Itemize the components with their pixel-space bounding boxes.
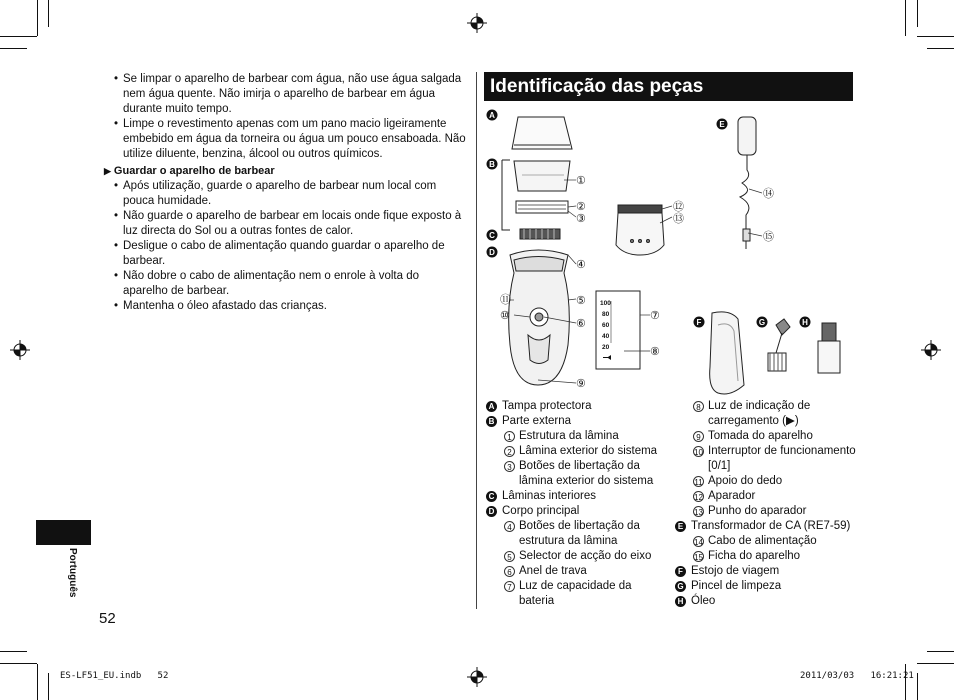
svg-text:E: E [719,120,725,129]
registration-mark-icon [921,340,941,360]
legend-right [675,399,865,609]
marker-2: ② [576,201,586,213]
oil-bottle-illustration [822,323,836,341]
crop-mark [37,0,38,36]
marker-9: ⑨ [576,378,586,390]
list-item: • Não dobre o cabo de alimentação nem o enrole à volta do aparelho de barbear. [114,269,466,299]
registration-mark-icon [467,13,487,33]
footer-date: 2011/03/03 16:21:21 [800,671,914,681]
legend-item [675,474,865,489]
legend-text: Luz de capacidade da [519,580,632,592]
letter-marker: F [675,566,686,577]
storage-subheading [104,164,466,179]
svg-text:G: G [758,318,766,327]
letter-marker: B [486,416,497,427]
marker-11: ⑪ [500,294,511,306]
legend-item [675,399,865,414]
crop-mark [0,36,37,37]
legend-text: Punho do aparador [708,505,807,517]
crop-mark [905,664,906,700]
letter-marker: E [675,521,686,532]
legend-text: Lâmina exterior do sistema [519,445,658,457]
cleaning-brush-illustration [776,319,790,335]
list-item: • Desligue o cabo de alimentação quando guardar o aparelho de barbear. [114,239,466,269]
subheading-text: Guardar o aparelho de barbear [113,165,275,177]
number-marker: 8 [693,401,704,412]
list-item: • Após utilização, guarde o aparelho de barbear num local com pouca humidade. [114,179,466,209]
marker-f [694,317,705,328]
legend-text: Pincel de limpeza [691,580,782,592]
list-item: • Limpe o revestimento apenas com um pano macio ligeiramente embebido em água da torneira ou água um pouco ensaboada. Não utilize diluente, benzina, álcool ou outros químicos. [114,117,466,162]
language-tab [36,520,91,545]
triangle-right-icon: ▶ [104,166,111,176]
legend-item [675,579,865,594]
marker-10: ⑩ [500,310,510,322]
crop-mark [917,673,918,700]
legend-text: Botões de libertação da [519,520,640,532]
protective-cap-illustration [512,117,572,149]
crop-mark [0,663,37,664]
legend-text: Parte externa [502,415,572,427]
number-marker: 13 [694,508,703,517]
marker-1: ① [576,175,586,187]
section-title: Identificação das peças [484,72,853,101]
number-marker: 2 [504,446,515,457]
crop-mark [917,663,954,664]
list-item: • Mantenha o óleo afastado das crianças. [114,299,466,314]
number-marker: 9 [693,431,704,442]
legend-item [486,444,671,459]
number-marker: 15 [694,553,703,562]
legend-item [486,594,671,609]
number-marker: 4 [504,521,515,532]
marker-12: ⑫ [673,201,684,213]
crop-mark [905,0,906,36]
legend-text: carregamento (▶) [708,415,799,427]
legend-text: Interruptor de funcionamento [708,445,856,457]
ac-adaptor-illustration [738,117,756,155]
legend-text: Apoio do dedo [708,475,783,487]
legend-item [675,534,865,549]
marker-a [487,110,498,121]
legend-item [486,474,671,489]
list-item: • Se limpar o aparelho de barbear com água, não use água salgada nem água quente. Não imirja o aparelho de barbear em água durante muito tempo. [114,72,466,117]
footer-file: ES-LF51_EU.indb 52 [60,671,169,681]
trimmer-illustration [616,209,664,255]
legend-item [486,519,671,534]
number-marker: 1 [504,431,515,442]
legend-text: Estojo de viagem [691,565,780,577]
registration-mark-icon [10,340,30,360]
legend-item [675,444,865,459]
marker-e [717,119,728,130]
svg-text:C: C [489,231,495,240]
marker-15: ⑮ [763,231,774,243]
legend-text: Tomada do aparelho [708,430,813,442]
battery-level-40: 40 [602,333,610,340]
letter-marker: H [675,596,686,607]
letter-marker: C [486,491,497,502]
language-label: Português [67,548,78,598]
legend-item [675,489,865,504]
legend-text: Cabo de alimentação [708,535,817,547]
crop-mark [927,48,954,49]
left-column [104,72,466,314]
number-marker: 11 [694,478,703,487]
marker-h [800,317,811,328]
marker-14: ⑭ [763,188,774,200]
crop-mark [48,673,49,700]
marker-7: ⑦ [650,310,660,322]
crop-mark [927,651,954,652]
outer-foil-illustration [516,201,568,213]
legend-text: Tampa protectora [502,400,592,412]
marker-g [757,317,768,328]
legend-text: Selector de acção do eixo [519,550,652,562]
legend-text: bateria [519,595,555,607]
battery-level-60: 60 [602,322,610,329]
legend-text: Transformador de CA (RE7-59) [691,520,851,532]
crop-mark [917,36,954,37]
marker-8: ⑧ [650,346,660,358]
page-number: 52 [99,610,116,627]
svg-text:B: B [489,160,495,169]
number-marker: 14 [694,538,703,547]
legend-text: Botões de libertação da [519,460,640,472]
legend-item [675,414,865,429]
svg-text:D: D [489,248,495,257]
marker-c [487,230,498,241]
legend-item [675,429,865,444]
marker-4: ④ [576,259,586,271]
legend-item [486,429,671,444]
legend-text: Estrutura da lâmina [519,430,619,442]
registration-mark-icon [467,667,487,687]
legend-text: lâmina exterior do sistema [519,475,654,487]
legend-item [486,414,671,429]
outer-frame-illustration [514,161,570,191]
list-item: • Não guarde o aparelho de barbear em locais onde fique exposto à luz directa do Sol ou a outras fontes de calor. [114,209,466,239]
legend-item [675,459,865,474]
legend-item [486,489,671,504]
legend-text: Aparador [708,490,756,502]
power-cord-illustration [740,155,749,229]
number-marker: 5 [504,551,515,562]
marker-13: ⑬ [673,213,684,225]
bracket-line [502,160,510,230]
battery-level-100: 100 [600,300,611,307]
legend-item [486,549,671,564]
crop-mark [0,651,27,652]
legend-text: Óleo [691,595,716,607]
legend-item [675,594,865,609]
crop-mark [48,0,49,27]
svg-text:F: F [696,318,702,327]
marker-6: ⑥ [576,318,586,330]
battery-level-80: 80 [602,311,610,318]
legend-item [675,549,865,564]
legend-text: Lâminas interiores [502,490,596,502]
letter-marker: D [486,506,497,517]
crop-mark [37,664,38,700]
battery-level-20: 20 [602,344,610,351]
legend-text: Anel de trava [519,565,587,577]
legend-item [486,534,671,549]
legend-item [486,399,671,414]
crop-mark [917,0,918,27]
legend-item [675,564,865,579]
legend-text: estrutura da lâmina [519,535,618,547]
svg-text:A: A [489,111,495,120]
marker-d [487,247,498,258]
legend-item [486,504,671,519]
storage-bullets [114,179,466,314]
legend-item [486,564,671,579]
svg-text:H: H [802,318,808,327]
marker-3: ③ [576,213,586,225]
number-marker: 6 [504,566,515,577]
legend-item [675,504,865,519]
letter-marker: G [675,581,686,592]
crop-mark [0,48,27,49]
legend-text: Corpo principal [502,505,580,517]
legend-text: [0/1] [708,460,731,472]
letter-marker: A [486,401,497,412]
legend-left [486,399,671,609]
care-bullets [114,72,466,162]
legend-text: Ficha do aparelho [708,550,801,562]
number-marker: 10 [694,448,703,457]
legend-text: Luz de indicação de [708,400,811,412]
legend-item [675,519,865,534]
marker-5: ⑤ [576,295,586,307]
parts-diagram [484,105,864,395]
number-marker: 7 [504,581,515,592]
number-marker: 12 [694,493,703,502]
marker-b [487,159,498,170]
number-marker: 3 [504,461,515,472]
legend-item [486,579,671,594]
column-divider [476,72,477,609]
legend-item [486,459,671,474]
